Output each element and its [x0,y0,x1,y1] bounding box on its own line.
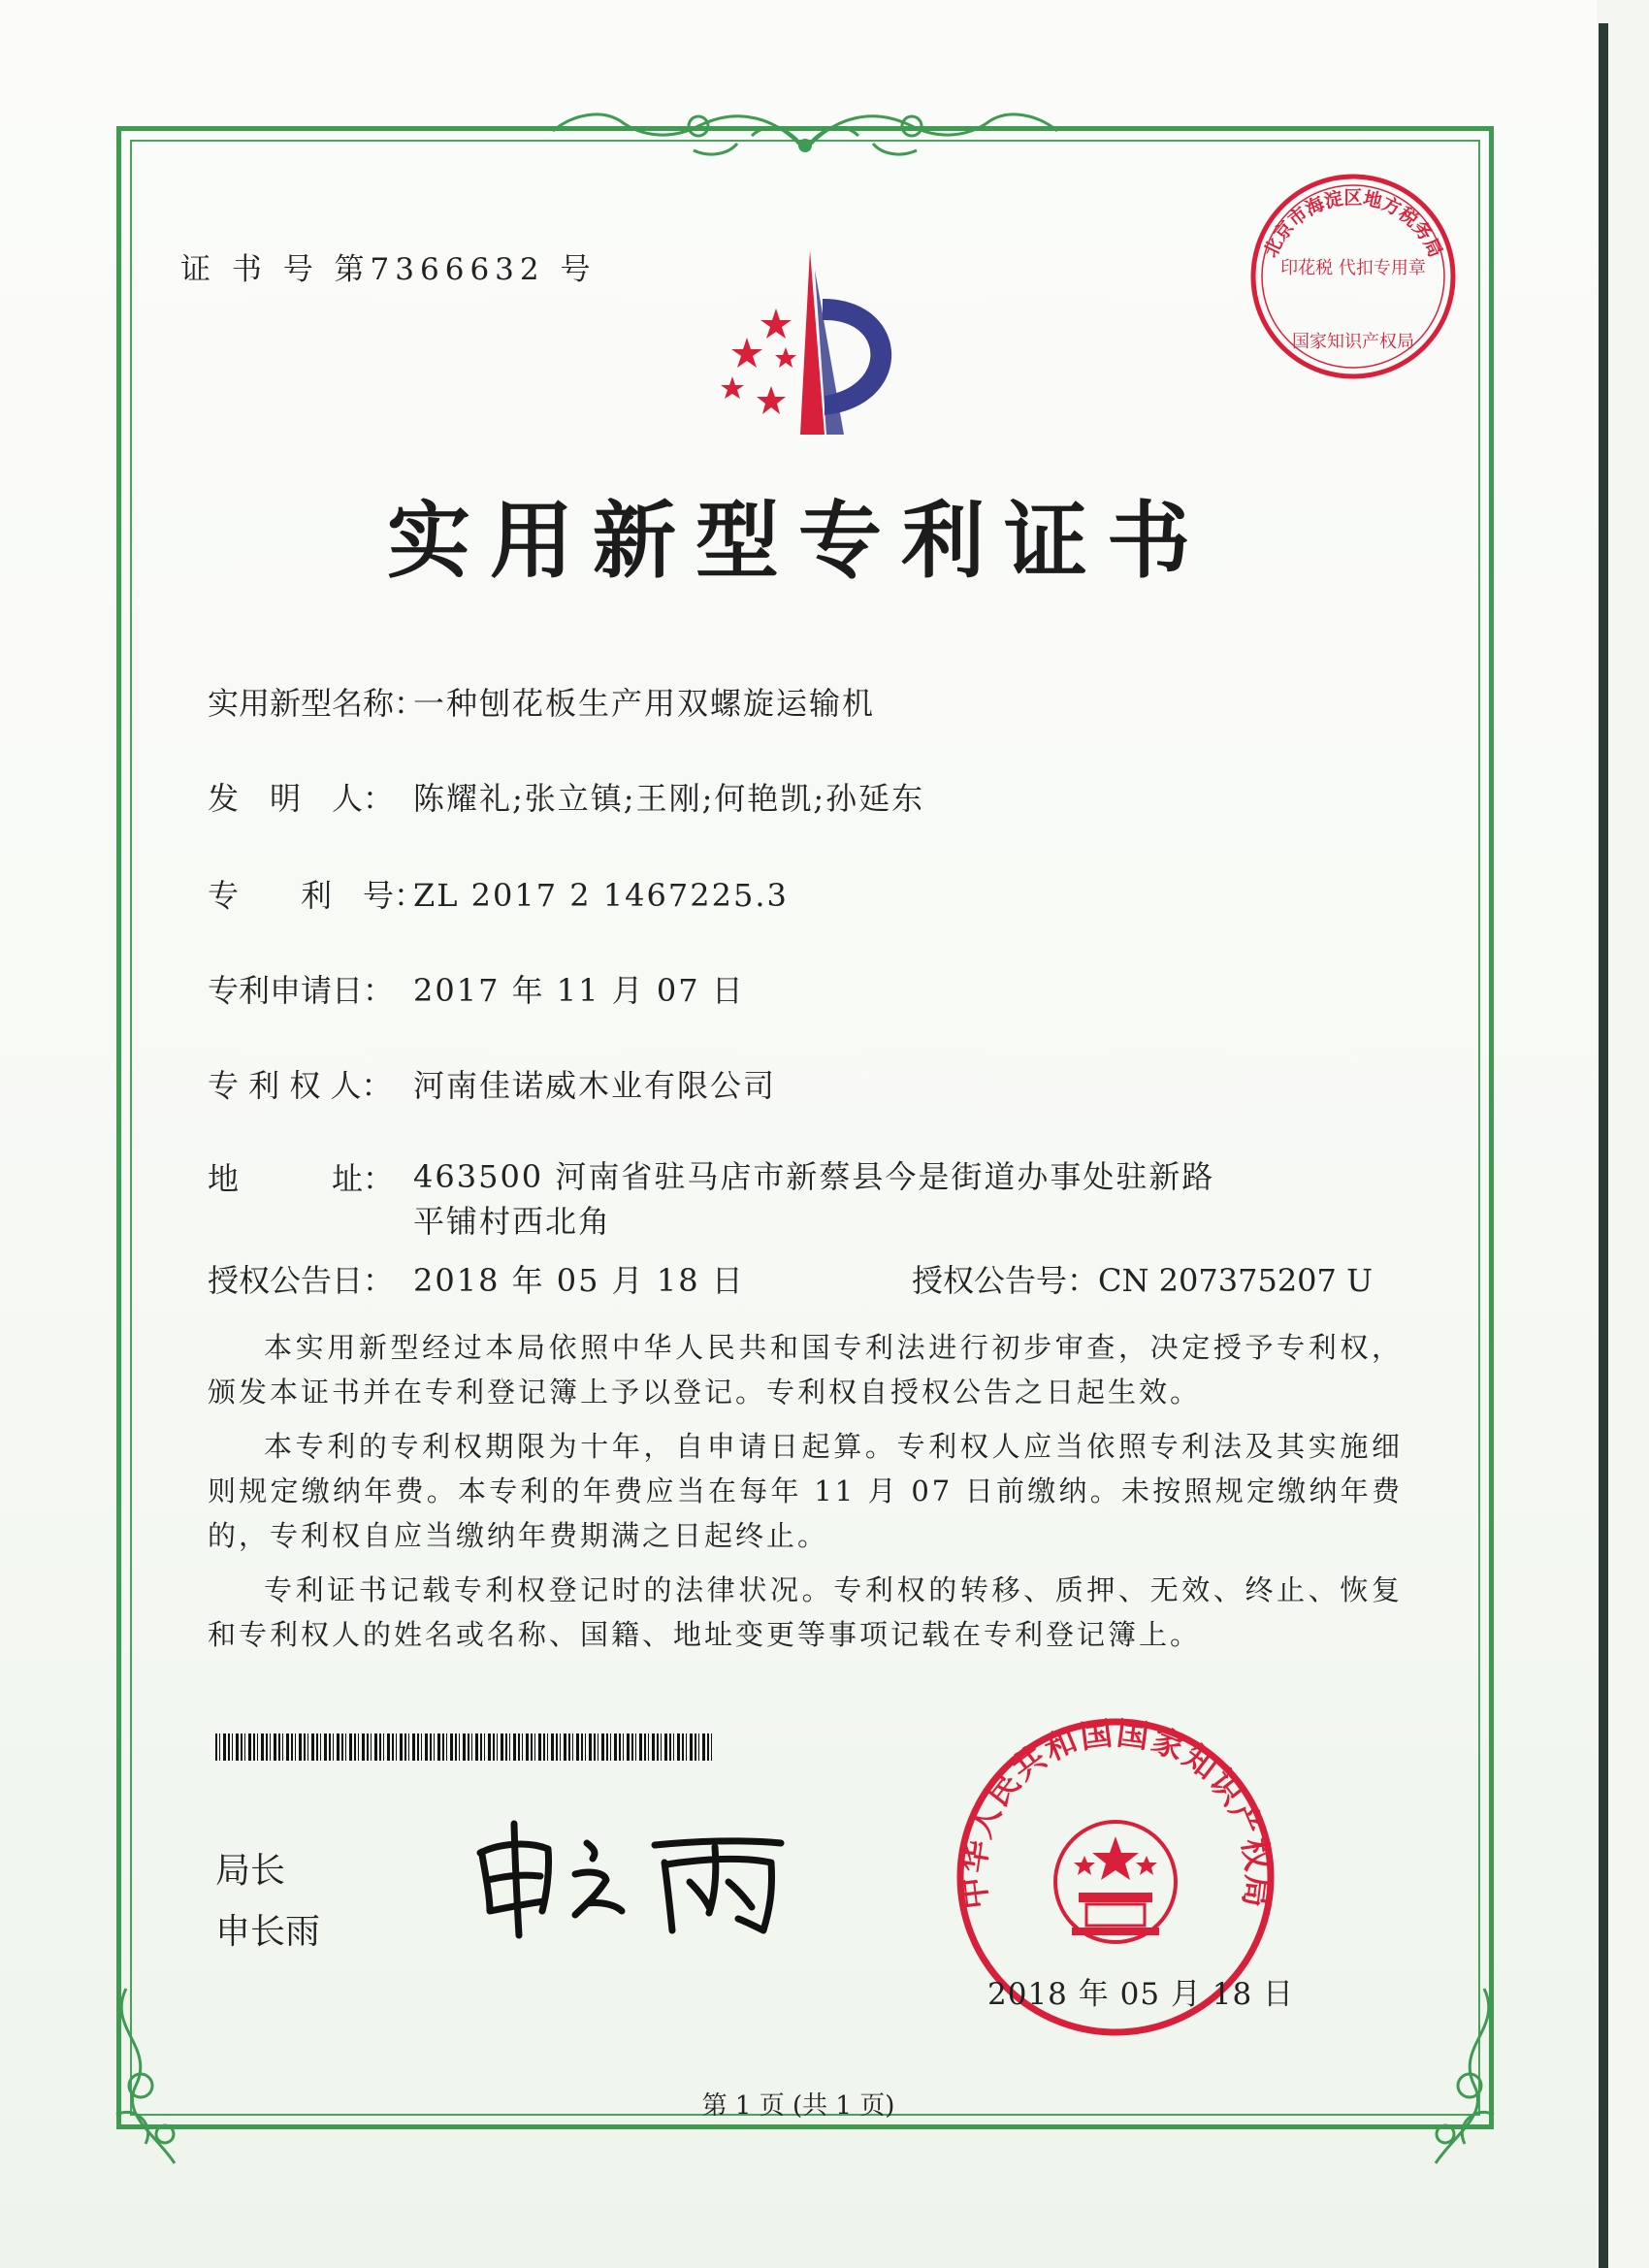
field-value: 一种刨花板生产用双螺旋运输机 [413,685,876,722]
seal-date: 2018 年 05 月 18 日 [987,1977,1295,2012]
barcode [215,1733,715,1761]
seal-ring-text: 中华人民共和国国家知识产权局 [954,1713,1277,1912]
national-emblem [1055,1822,1176,1942]
paragraph-3: 专利证书记载专利权登记时的法律状况。专利权的转移、质押、无效、终止、恢复和专利权人的姓名或名称、国籍、地址变更等事项记载在专利登记簿上。 [208,1573,1403,1651]
field-label: 授权公告日： [208,1262,395,1299]
tax-stamp [1242,165,1465,388]
field-value: 陈耀礼;张立镇;王刚;何艳凯;孙延东 [413,780,925,817]
field-value: 463500 河南省驻马店市新蔡县今是街道办事处驻新路平铺村西北角 [413,1158,1215,1240]
field-utility-model-name [208,679,875,724]
field-inventors [208,774,924,819]
director-title: 局长 [215,1851,286,1891]
director-name: 申长雨 [215,1912,321,1952]
scan-edge [1599,23,1608,2268]
page-number: 第 1 页 (共 1 页) [701,2091,895,2121]
director-signature [461,1814,810,1940]
field-label: 专利申请日： [208,972,395,1009]
cnipa-logo [679,241,931,444]
top-ornament [543,97,1067,165]
field-label: 地 址： [208,1160,395,1197]
field-patent-number [208,871,789,916]
field-label: 实用新型名称： [208,685,426,722]
paragraph-1: 本实用新型经过本局依照中华人民共和国专利法进行初步审查，决定授予专利权，颁发本证书并在专利登记簿上予以登记。专利权自授权公告之日起生效。 [208,1331,1403,1409]
field-application-date [208,966,745,1011]
field-patentee [208,1061,776,1106]
tax-stamp-ring-text: 北京市海淀区地方税务局 [1260,187,1446,261]
paragraph-2: 本专利的专利权期限为十年，自申请日起算。专利权人应当依照专利法及其实施细则规定缴纳年费。本专利的年费应当在每年 11 月 07 日前缴纳。未按照规定缴纳年费的，专利权自应当缴纳年费期满之日起终止。 [208,1430,1403,1552]
certificate-number: 证 书 号 第7366632 号 [180,252,597,287]
certificate-title: 实用新型专利证书 [387,492,1210,590]
field-label: 发 明 人： [208,780,395,817]
tax-stamp-center-text: 印花税 代扣专用章 [1280,258,1426,278]
field-grant-date [208,1256,745,1301]
publication-number: 授权公告号：CN 207375207 U [912,1262,1374,1299]
field-value: 河南佳诺威木业有限公司 [413,1067,777,1104]
svg-text:中华人民共和国国家知识产权局 [954,1714,1277,1911]
field-value: 2017 年 11 月 07 日 [413,972,745,1009]
field-value: 2018 年 05 月 18 日 [413,1262,745,1299]
tax-stamp-bottom-text: 国家知识产权局 [1292,332,1414,352]
bottom-left-ornament [97,1979,204,2173]
bottom-right-ornament [1406,1979,1513,2173]
field-address [208,1154,1228,1244]
field-label: 专 利 号： [208,877,426,914]
field-label: 专 利 权 人： [208,1067,393,1104]
field-value: ZL 2017 2 1467225.3 [413,877,789,914]
